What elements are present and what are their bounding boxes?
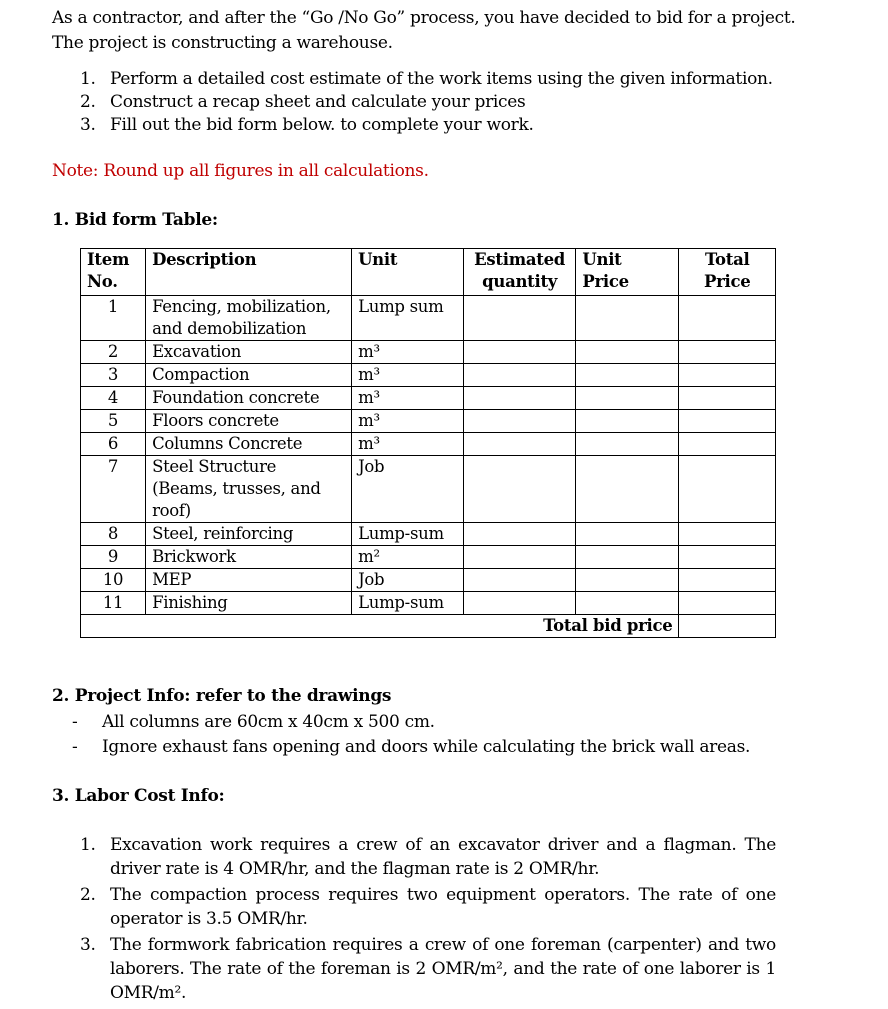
item-unit: m²	[352, 546, 464, 569]
unit-price-cell[interactable]	[576, 592, 679, 615]
table-row	[81, 296, 776, 341]
total-price-cell[interactable]	[679, 341, 776, 364]
item-unit: m³	[352, 387, 464, 410]
item-unit: Job	[352, 456, 464, 523]
bid-form-table	[80, 248, 776, 638]
total-price-cell[interactable]	[679, 410, 776, 433]
item-no: 11	[81, 592, 146, 615]
unit-price-cell[interactable]	[576, 341, 679, 364]
total-price-cell[interactable]	[679, 387, 776, 410]
task-text: Fill out the bid form below. to complete your work.	[110, 115, 534, 135]
table-row	[81, 364, 776, 387]
item-unit: Lump-sum	[352, 523, 464, 546]
table-row	[81, 546, 776, 569]
estimated-quantity-cell[interactable]	[463, 546, 576, 569]
unit-price-cell[interactable]	[576, 546, 679, 569]
task-item	[80, 91, 800, 114]
item-description: Columns Concrete	[146, 433, 352, 456]
table-row	[81, 410, 776, 433]
unit-price-cell[interactable]	[576, 296, 679, 341]
item-unit: m³	[352, 410, 464, 433]
task-number: 2.	[80, 92, 96, 112]
item-description: Finishing	[146, 592, 352, 615]
labor-item	[80, 833, 776, 881]
labor-item-number: 3.	[80, 935, 96, 955]
header-estimated-quantity: Estimated quantity	[463, 249, 576, 296]
total-bid-price-cell[interactable]	[679, 615, 776, 638]
estimated-quantity-cell[interactable]	[463, 592, 576, 615]
table-row	[81, 592, 776, 615]
estimated-quantity-cell[interactable]	[463, 456, 576, 523]
item-no: 6	[81, 433, 146, 456]
item-unit: m³	[352, 341, 464, 364]
item-no: 5	[81, 410, 146, 433]
unit-price-cell[interactable]	[576, 569, 679, 592]
labor-cost-heading: 3. Labor Cost Info:	[52, 786, 225, 806]
estimated-quantity-cell[interactable]	[463, 433, 576, 456]
table-row	[81, 523, 776, 546]
estimated-quantity-cell[interactable]	[463, 296, 576, 341]
total-price-cell[interactable]	[679, 296, 776, 341]
header-unit: Unit	[352, 249, 464, 296]
item-description: Foundation concrete	[146, 387, 352, 410]
item-description: Compaction	[146, 364, 352, 387]
unit-price-cell[interactable]	[576, 523, 679, 546]
item-description: Steel, reinforcing	[146, 523, 352, 546]
labor-item-number: 2.	[80, 885, 96, 905]
item-no: 3	[81, 364, 146, 387]
labor-item	[80, 933, 776, 1005]
total-price-cell[interactable]	[679, 592, 776, 615]
table-row	[81, 569, 776, 592]
project-info-heading: 2. Project Info: refer to the drawings	[52, 686, 392, 706]
total-price-cell[interactable]	[679, 546, 776, 569]
estimated-quantity-cell[interactable]	[463, 569, 576, 592]
item-no: 4	[81, 387, 146, 410]
intro-paragraph: As a contractor, and after the “Go /No Go” process, you have decided to bid for a project. The project is constructing a warehouse.	[52, 8, 796, 53]
estimated-quantity-cell[interactable]	[463, 364, 576, 387]
estimated-quantity-cell[interactable]	[463, 341, 576, 364]
item-description: Fencing, mobilization, and demobilization	[146, 296, 352, 341]
unit-price-cell[interactable]	[576, 410, 679, 433]
item-description: Excavation	[146, 341, 352, 364]
item-no: 9	[81, 546, 146, 569]
item-unit: Job	[352, 569, 464, 592]
unit-price-cell[interactable]	[576, 433, 679, 456]
total-price-cell[interactable]	[679, 433, 776, 456]
header-total-price: Total Price	[679, 249, 776, 296]
header-item-no: Item No.	[81, 249, 146, 296]
item-unit: m³	[352, 364, 464, 387]
total-row	[81, 615, 776, 638]
item-unit: Lump-sum	[352, 592, 464, 615]
task-text: Construct a recap sheet and calculate your prices	[110, 92, 526, 112]
item-description: Brickwork	[146, 546, 352, 569]
rounding-note: Note: Round up all figures in all calculations.	[52, 161, 429, 181]
unit-price-cell[interactable]	[576, 364, 679, 387]
total-bid-price-label: Total bid price	[81, 615, 679, 638]
header-unit-price: Unit Price	[576, 249, 679, 296]
total-price-cell[interactable]	[679, 364, 776, 387]
project-info-item: - Ignore exhaust fans opening and doors while calculating the brick wall areas.	[72, 735, 750, 760]
total-price-cell[interactable]	[679, 456, 776, 523]
bid-form-heading: 1. Bid form Table:	[52, 210, 218, 230]
item-no: 7	[81, 456, 146, 523]
table-row	[81, 341, 776, 364]
task-item	[80, 114, 800, 137]
table-row	[81, 433, 776, 456]
estimated-quantity-cell[interactable]	[463, 387, 576, 410]
item-unit: m³	[352, 433, 464, 456]
total-price-cell[interactable]	[679, 523, 776, 546]
item-no: 8	[81, 523, 146, 546]
table-header-row	[81, 249, 776, 296]
header-description: Description	[146, 249, 352, 296]
labor-item-text: The formwork fabrication requires a crew of one foreman (carpenter) and two laborers. The rate of the foreman is 2 OMR/m², and the rate of one laborer is 1 OMR/m².	[110, 935, 776, 1003]
estimated-quantity-cell[interactable]	[463, 523, 576, 546]
task-list	[80, 68, 800, 137]
labor-item-text: Excavation work requires a crew of an excavator driver and a flagman. The driver rate is 4 OMR/hr, and the flagman rate is 2 OMR/hr.	[110, 835, 776, 879]
item-no: 10	[81, 569, 146, 592]
labor-item-text: The compaction process requires two equipment operators. The rate of one operator is 3.5 OMR/hr.	[110, 885, 776, 929]
table-row	[81, 456, 776, 523]
task-item	[80, 68, 800, 91]
unit-price-cell[interactable]	[576, 387, 679, 410]
item-description: MEP	[146, 569, 352, 592]
total-price-cell[interactable]	[679, 569, 776, 592]
item-description: Steel Structure (Beams, trusses, and roof)	[146, 456, 352, 523]
labor-item-number: 1.	[80, 835, 96, 855]
table-row	[81, 387, 776, 410]
unit-price-cell[interactable]	[576, 456, 679, 523]
project-info-list	[72, 710, 750, 760]
item-no: 2	[81, 341, 146, 364]
estimated-quantity-cell[interactable]	[463, 410, 576, 433]
task-text: Perform a detailed cost estimate of the work items using the given information.	[110, 69, 773, 89]
project-info-item: - All columns are 60cm x 40cm x 500 cm.	[72, 710, 750, 735]
item-no: 1	[81, 296, 146, 341]
task-number: 3.	[80, 115, 96, 135]
labor-cost-list	[80, 833, 776, 1007]
labor-item	[80, 883, 776, 931]
task-number: 1.	[80, 69, 96, 89]
item-unit: Lump sum	[352, 296, 464, 341]
item-description: Floors concrete	[146, 410, 352, 433]
